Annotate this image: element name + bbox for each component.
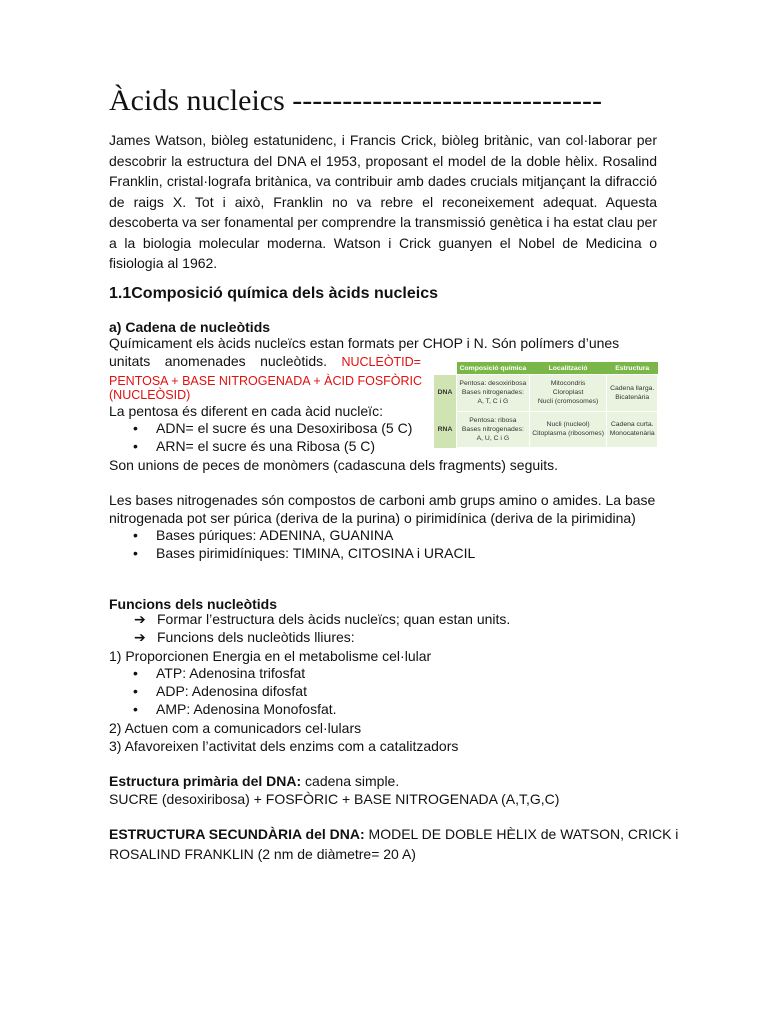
bullet-icon: • bbox=[133, 683, 138, 699]
paragraph-line: ROSALIND FRANKLIN (2 nm de diàmetre= 20 A) bbox=[109, 846, 416, 862]
word: unitats bbox=[109, 353, 151, 369]
cell-line: Cadena llarga. bbox=[610, 384, 655, 392]
paragraph-line: SUCRE (desoxiribosa) + FOSFÒRIC + BASE NITROGENADA (A,T,G,C) bbox=[109, 791, 560, 807]
red-note: NUCLEÒTID= bbox=[341, 355, 421, 369]
cell-line: Bicatenària bbox=[615, 393, 650, 401]
paragraph-line: nitrogenada pot ser púrica (deriva de la purina) o pirimidínica (deriva de la pirimidina) bbox=[109, 510, 636, 526]
bold-label: ESTRUCTURA SECUNDÀRIA del DNA: bbox=[109, 826, 365, 842]
cell-line: Mitocondris bbox=[550, 380, 586, 388]
table-header-cell: Estructura bbox=[607, 362, 658, 375]
table-header-cell: Localització bbox=[529, 362, 607, 375]
cell-line: Bases nitrogenades: bbox=[461, 389, 524, 397]
subsection-heading: a) Cadena de nucleòtids bbox=[109, 319, 271, 335]
table-row-label: DNA bbox=[434, 375, 457, 412]
table-cell bbox=[529, 375, 607, 412]
list-item: ARN= el sucre és una Ribosa (5 C) bbox=[156, 438, 376, 454]
red-note: PENTOSA + BASE NITROGENADA + ÀCID FOSFÒRIC bbox=[109, 374, 423, 388]
paragraph-line bbox=[109, 335, 657, 351]
table-cell bbox=[457, 375, 530, 412]
paragraph-line: 1) Proporcionen Energia en el metabolisme cel·lular bbox=[109, 648, 432, 664]
arrow-right-icon: ➔ bbox=[134, 611, 146, 627]
list-item: Formar l’estructura dels àcids nucleïcs; quan estan units. bbox=[157, 611, 511, 627]
table-cell bbox=[529, 411, 607, 448]
bullet-icon: • bbox=[133, 665, 138, 681]
table-cell bbox=[607, 411, 658, 448]
paragraph-line: Les bases nitrogenades són compostos de carboni amb grups amino o amides. La base bbox=[109, 492, 656, 508]
section-heading: 1.1Composició química dels àcids nucleics bbox=[109, 285, 439, 302]
paragraph-line bbox=[109, 825, 678, 843]
list-item: ADP: Adenosina difosfat bbox=[156, 683, 307, 699]
red-note: (NUCLEÒSID) bbox=[109, 388, 191, 402]
cell-line: Nucli (nucleol) bbox=[546, 421, 590, 429]
text-span: Químicament els àcids nucleïcs estan formats per CHOP i N. Són polímers d’unes bbox=[109, 335, 620, 351]
word: nucleòtids. bbox=[260, 353, 328, 369]
cell-line: A, T, C i G bbox=[477, 398, 509, 406]
cell-line: Citoplasma (ribosomes) bbox=[532, 430, 604, 438]
bullet-icon: • bbox=[133, 545, 138, 561]
funcions-heading: Funcions dels nucleòtids bbox=[109, 596, 278, 612]
cell-line: Nucli (cromosomes) bbox=[537, 398, 599, 406]
list-item: Funcions dels nucleòtids lliures: bbox=[157, 629, 355, 645]
paragraph-line: Son unions de peces de monòmers (cadascuna dels fragments) seguits. bbox=[109, 457, 559, 473]
text-span: cadena simple. bbox=[301, 773, 400, 789]
word: anomenades bbox=[164, 353, 246, 369]
bullet-icon: • bbox=[133, 438, 138, 454]
cell-line: Pentosa: desoxiribosa bbox=[459, 380, 527, 388]
cell-line: A, U, C i G bbox=[476, 434, 510, 442]
paragraph-line: 3) Afavoreixen l’activitat dels enzims com a catalitzadors bbox=[109, 738, 459, 754]
cell-line: Cloroplast bbox=[552, 389, 584, 397]
paragraph-line bbox=[109, 772, 399, 790]
cell-line: Monocatenària bbox=[609, 430, 655, 438]
paragraph-line: La pentosa és diferent en cada àcid nucleïc: bbox=[109, 403, 383, 419]
list-item: AMP: Adenosina Monofosfat. bbox=[156, 701, 337, 717]
cell-line: Pentosa: ribosa bbox=[469, 416, 517, 424]
text-span: MODEL DE DOBLE HÈLIX de WATSON, CRICK i bbox=[364, 826, 679, 842]
bullet-icon: • bbox=[133, 701, 138, 717]
table-header-cell bbox=[434, 362, 457, 375]
table-cell bbox=[607, 375, 658, 412]
cell-line: Cadena curta. bbox=[610, 421, 654, 429]
bullet-icon: • bbox=[133, 420, 138, 436]
paragraph-line: 2) Actuen com a comunicadors cel·lulars bbox=[109, 720, 362, 736]
bold-label: Estructura primària del DNA: bbox=[109, 773, 302, 789]
page-title: Àcids nucleics ------------------------------- bbox=[109, 84, 602, 117]
list-item: ADN= el sucre és una Desoxiribosa (5 C) bbox=[156, 420, 413, 436]
intro-paragraph: James Watson, biòleg estatunidenc, i Francis Crick, biòleg britànic, van col·laborar per descobrir la estructura del DNA el 1953, proposant el model de la doble hèlix. Rosalind Franklin, cristal·lografa britànica, va contribuir amb dades crucials mitjançant la difracció de raigs X. Tot i això, Franklin no va rebre el reconeixement adequat. Aquesta descoberta va ser fonamental per comprendre la transmissió genètica i ha estat clau per a la biologia molecular moderna. Watson i Crick guanyen el Nobel de Medicina o fisiologia al 1962. bbox=[109, 132, 657, 271]
nucleic-acids-table bbox=[434, 362, 658, 448]
table-row-label: RNA bbox=[434, 411, 457, 448]
cell-line: Bases nitrogenades: bbox=[461, 425, 524, 433]
list-item: Bases pirimidíniques: TIMINA, CITOSINA i URACIL bbox=[156, 545, 476, 561]
paragraph-line bbox=[109, 353, 421, 371]
list-item: Bases púriques: ADENINA, GUANINA bbox=[156, 527, 394, 543]
table-header-cell: Composició química bbox=[457, 362, 530, 375]
list-item: ATP: Adenosina trifosfat bbox=[156, 665, 306, 681]
arrow-right-icon: ➔ bbox=[134, 629, 146, 645]
bullet-icon: • bbox=[133, 527, 138, 543]
table-cell bbox=[457, 411, 530, 448]
